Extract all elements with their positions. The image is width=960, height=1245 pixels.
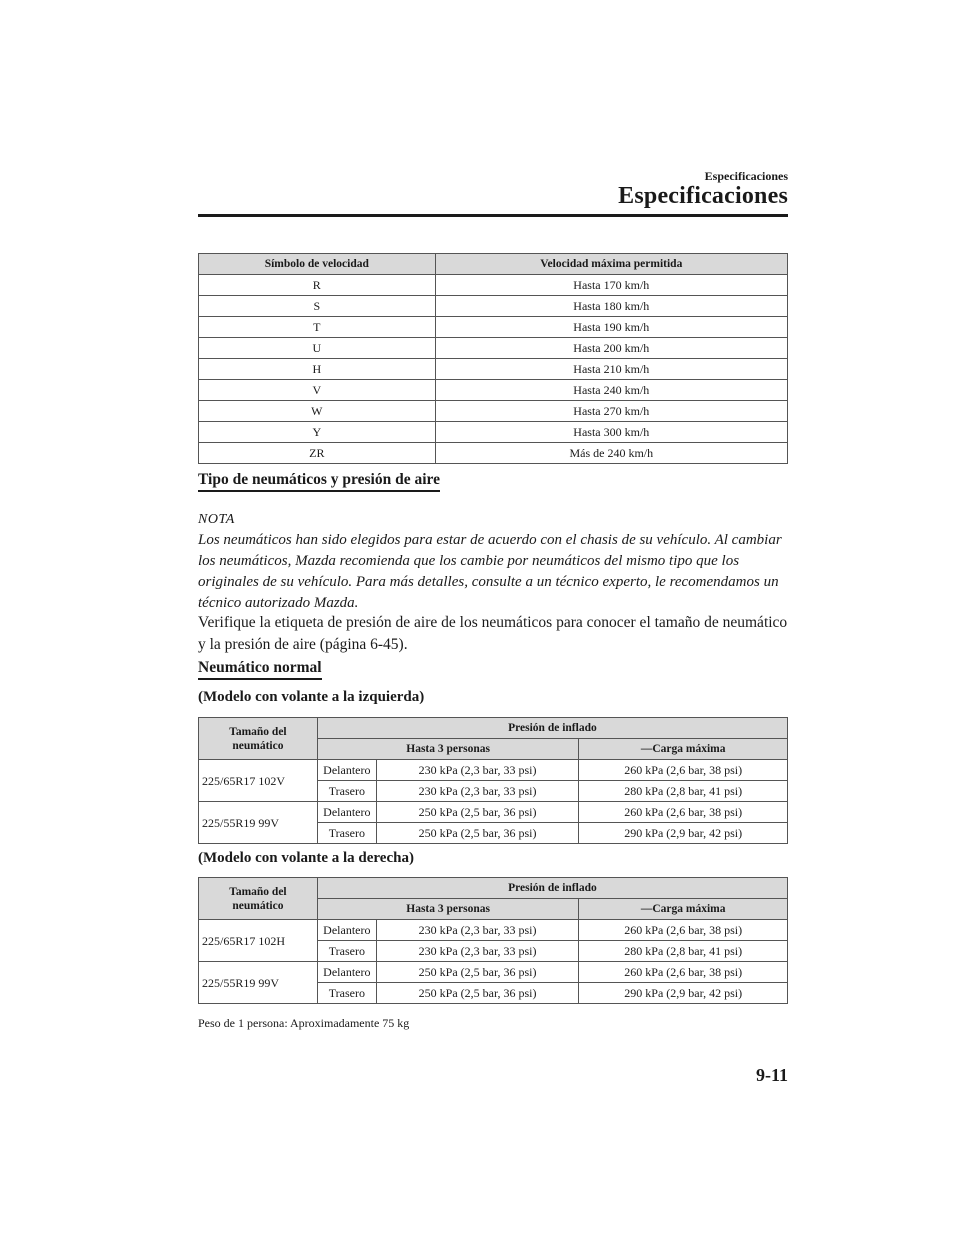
table-header-row xyxy=(199,878,788,899)
header-cell: —Carga máxima xyxy=(579,899,788,920)
table-row xyxy=(199,443,788,464)
header-cell: Símbolo de velocidad xyxy=(199,254,436,275)
pressure-max: 260 kPa (2,6 bar, 38 psi) xyxy=(579,920,788,941)
left-hand-drive-subtitle: (Modelo con volante a la izquierda) xyxy=(198,689,425,705)
max-speed: Hasta 270 km/h xyxy=(435,401,787,422)
max-speed: Hasta 200 km/h xyxy=(435,338,787,359)
pressure-max: 260 kPa (2,6 bar, 38 psi) xyxy=(579,760,788,781)
pressure-upto3: 230 kPa (2,3 bar, 33 psi) xyxy=(376,760,579,781)
speed-symbol: W xyxy=(199,401,436,422)
speed-symbol: Y xyxy=(199,422,436,443)
pressure-max: 280 kPa (2,8 bar, 41 psi) xyxy=(579,941,788,962)
table-row xyxy=(199,802,788,823)
axle-position: Delantero xyxy=(317,760,376,781)
speed-symbol: R xyxy=(199,275,436,296)
pressure-upto3: 230 kPa (2,3 bar, 33 psi) xyxy=(376,781,579,802)
speed-symbol: H xyxy=(199,359,436,380)
max-speed: Hasta 190 km/h xyxy=(435,317,787,338)
max-speed: Hasta 300 km/h xyxy=(435,422,787,443)
max-speed: Más de 240 km/h xyxy=(435,443,787,464)
header-cell: Presión de inflado xyxy=(317,718,787,739)
table-row xyxy=(199,422,788,443)
pressure-upto3: 230 kPa (2,3 bar, 33 psi) xyxy=(376,920,579,941)
axle-position: Trasero xyxy=(317,781,376,802)
header-cell: Tamaño del neumático xyxy=(199,878,318,920)
speed-symbol: S xyxy=(199,296,436,317)
axle-position: Delantero xyxy=(317,802,376,823)
header-cell: Tamaño del neumático xyxy=(199,718,318,760)
tire-pressure-table-left-hand xyxy=(198,717,788,844)
header-cell: Hasta 3 personas xyxy=(317,899,579,920)
running-header-title: Especificaciones xyxy=(618,183,788,209)
axle-position: Trasero xyxy=(317,941,376,962)
axle-position: Trasero xyxy=(317,823,376,844)
speed-symbol: T xyxy=(199,317,436,338)
running-header-small: Especificaciones xyxy=(704,169,788,183)
note-label: NOTA xyxy=(198,512,235,527)
speed-symbol: U xyxy=(199,338,436,359)
max-speed: Hasta 170 km/h xyxy=(435,275,787,296)
note-text: Los neumáticos han sido elegidos para estar de acuerdo con el chasis de su vehículo. Al cambiar los neumáticos, Mazda recomienda que los cambie por neumáticos del mismo tipo que los originales de su vehículo. Para más detalles, consulte a un técnico experto, le recomendamos un técnico autorizado Mazda. xyxy=(198,532,782,611)
speed-symbol: ZR xyxy=(199,443,436,464)
pressure-max: 290 kPa (2,9 bar, 42 psi) xyxy=(579,983,788,1004)
pressure-upto3: 250 kPa (2,5 bar, 36 psi) xyxy=(376,823,579,844)
pressure-upto3: 230 kPa (2,3 bar, 33 psi) xyxy=(376,941,579,962)
right-hand-drive-subtitle: (Modelo con volante a la derecha) xyxy=(198,850,414,866)
tire-size: 225/55R19 99V xyxy=(199,962,318,1004)
body-paragraph: Verifique la etiqueta de presión de aire de los neumáticos para conocer el tamaño de neumático y la presión de aire (página 6-45). xyxy=(198,614,788,653)
pressure-upto3: 250 kPa (2,5 bar, 36 psi) xyxy=(376,802,579,823)
max-speed: Hasta 210 km/h xyxy=(435,359,787,380)
table-row xyxy=(199,296,788,317)
axle-position: Delantero xyxy=(317,920,376,941)
pressure-max: 290 kPa (2,9 bar, 42 psi) xyxy=(579,823,788,844)
speed-symbol-table xyxy=(198,253,788,464)
pressure-upto3: 250 kPa (2,5 bar, 36 psi) xyxy=(376,962,579,983)
footnote: Peso de 1 persona: Aproximadamente 75 kg xyxy=(198,1016,410,1030)
table-row xyxy=(199,962,788,983)
page-number: 9-11 xyxy=(755,1065,788,1085)
pressure-max: 260 kPa (2,6 bar, 38 psi) xyxy=(579,802,788,823)
tire-size: 225/65R17 102V xyxy=(199,760,318,802)
table-header-row xyxy=(199,254,788,275)
table-row xyxy=(199,380,788,401)
header-cell: Velocidad máxima permitida xyxy=(435,254,787,275)
tire-size: 225/55R19 99V xyxy=(199,802,318,844)
table-row xyxy=(199,920,788,941)
table-header-row xyxy=(199,718,788,739)
table-row xyxy=(199,359,788,380)
pressure-max: 280 kPa (2,8 bar, 41 psi) xyxy=(579,781,788,802)
header-cell: —Carga máxima xyxy=(579,739,788,760)
max-speed: Hasta 180 km/h xyxy=(435,296,787,317)
speed-symbol: V xyxy=(199,380,436,401)
table-row xyxy=(199,401,788,422)
header-rule xyxy=(198,214,788,217)
pressure-max: 260 kPa (2,6 bar, 38 psi) xyxy=(579,962,788,983)
section-title: Tipo de neumáticos y presión de aire xyxy=(198,471,440,492)
axle-position: Delantero xyxy=(317,962,376,983)
pressure-upto3: 250 kPa (2,5 bar, 36 psi) xyxy=(376,983,579,1004)
axle-position: Trasero xyxy=(317,983,376,1004)
max-speed: Hasta 240 km/h xyxy=(435,380,787,401)
header-cell: Hasta 3 personas xyxy=(317,739,579,760)
table-row xyxy=(199,760,788,781)
tire-size: 225/65R17 102H xyxy=(199,920,318,962)
tire-pressure-table-right-hand xyxy=(198,877,788,1004)
subsection-title: Neumático normal xyxy=(198,659,322,680)
table-row xyxy=(199,317,788,338)
table-row xyxy=(199,338,788,359)
header-cell: Presión de inflado xyxy=(317,878,787,899)
table-row xyxy=(199,275,788,296)
